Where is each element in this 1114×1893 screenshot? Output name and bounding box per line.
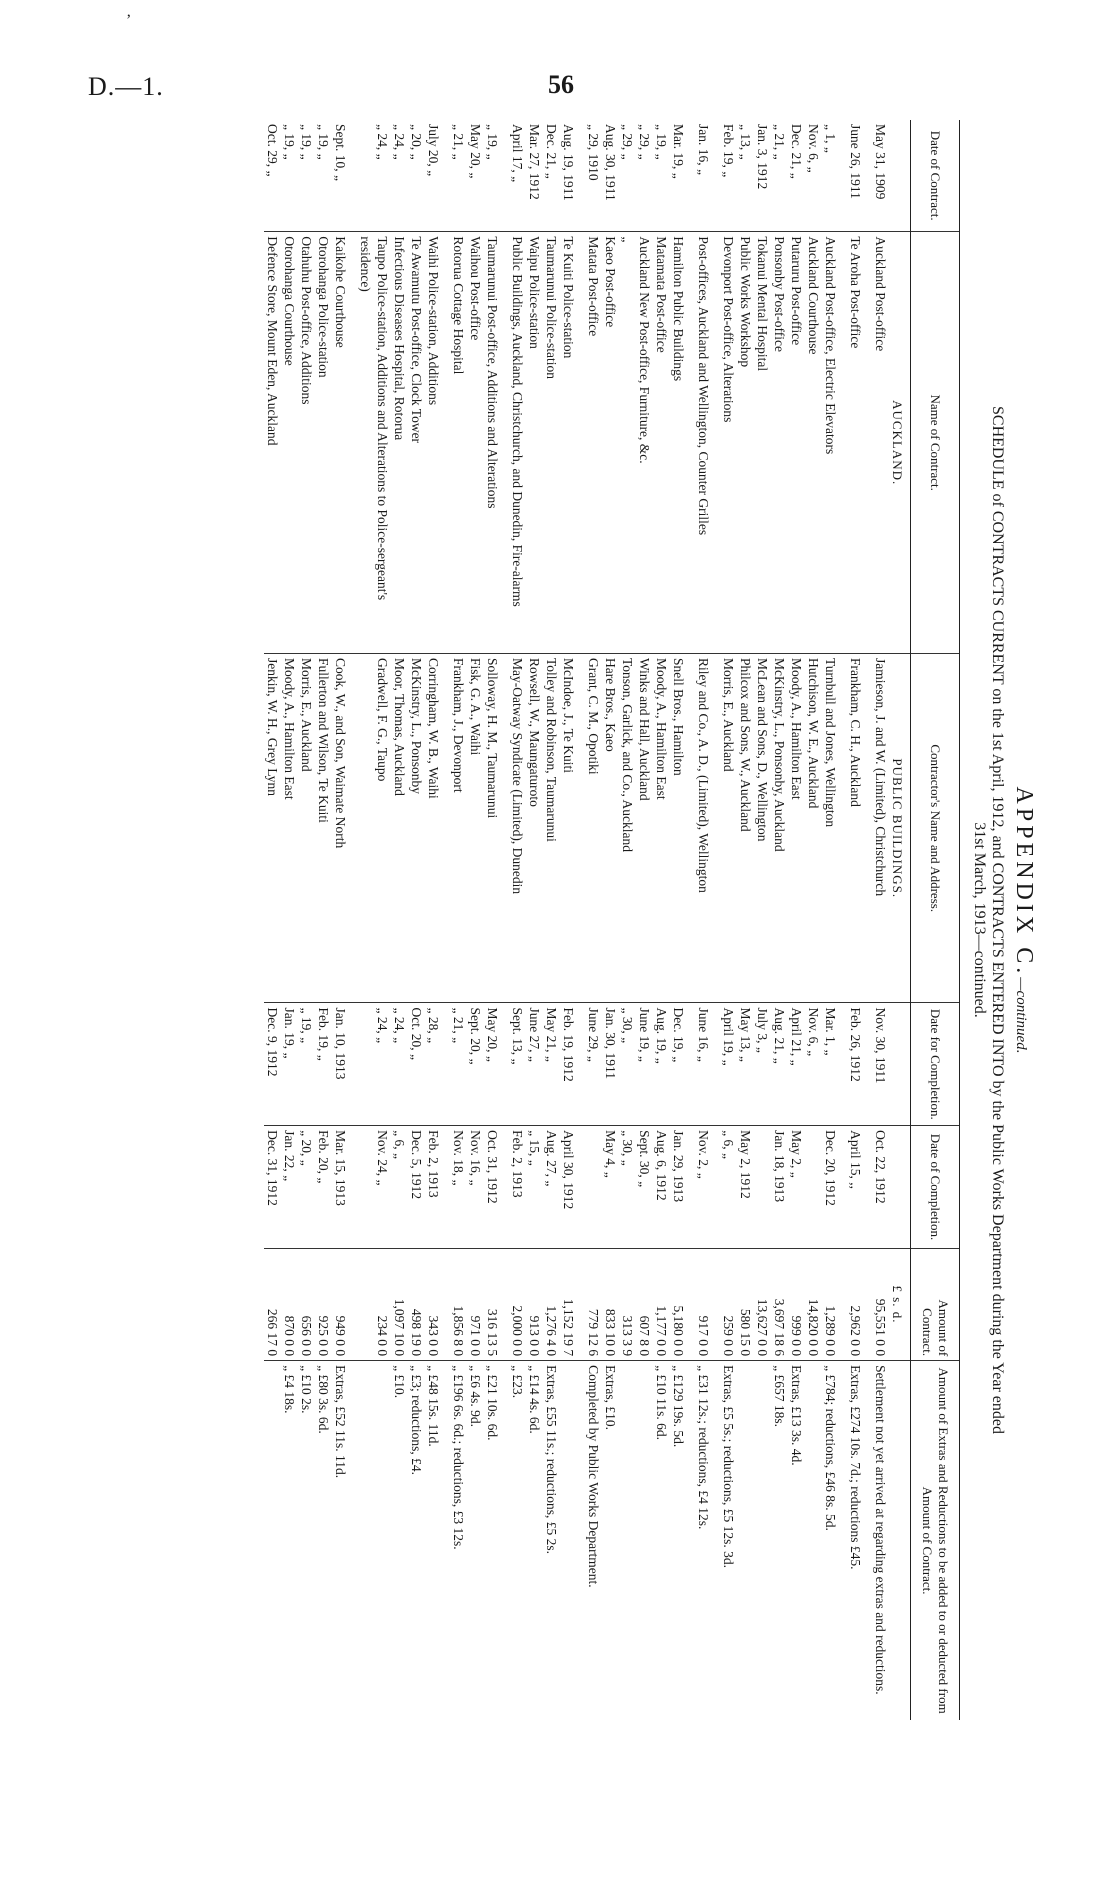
cell-extras [737, 1361, 754, 1720]
cell-date-for: May 21, „ [543, 1003, 560, 1126]
table-row [450, 120, 467, 1720]
cell-date-for: April 19, „ [720, 1003, 737, 1126]
header-row [911, 120, 960, 1720]
cell-date-of: Jan. 18, 1913 [771, 1126, 788, 1249]
cell-date-of: Nov. 18, „ [450, 1126, 467, 1249]
cell-name: Auckland Post-office [872, 232, 889, 654]
cell-date: July 20, „ [426, 124, 441, 177]
table-row [847, 120, 864, 1720]
cell-date-for: June 29, „ [585, 1003, 602, 1126]
table-row [653, 120, 670, 1720]
cell-extras: „ £196 6s. 6d.; reductions, £3 12s. [450, 1361, 467, 1720]
cell-amount: 13,627 0 0 [754, 1248, 771, 1360]
table-row [391, 120, 408, 1720]
cell-date-of: Feb. 20, „ [315, 1126, 332, 1249]
cell-date-of: May 4, „ [602, 1126, 619, 1249]
cell-date-of: Feb. 2, 1913 [509, 1126, 526, 1249]
cell-date-for: „ 24, „ [357, 1003, 391, 1126]
cell-date-of: Dec. 20, 1912 [822, 1126, 839, 1249]
cell-name: Otahuhu Post-office, Additions [298, 232, 315, 654]
table-row [509, 120, 526, 1720]
cell-date-for: June 19, „ [636, 1003, 653, 1126]
cell-amount: 833 10 0 [602, 1248, 619, 1360]
cell-date-for: Jan. 10, 1913 [332, 1003, 349, 1126]
row-gap [839, 120, 847, 1720]
cell-extras: „ £23. [509, 1361, 526, 1720]
cell-extras: „ £784; reductions, £46 8s. 5d. [822, 1361, 839, 1720]
cell-date: „ 29, „ [637, 124, 652, 160]
cell-name: Taumarunui Post-office, Additions and Alterations [484, 232, 501, 654]
cell-date-for: „ 28, „ [425, 1003, 442, 1126]
appendix-title: APPENDIX C. [1011, 786, 1037, 978]
row-gap [687, 120, 695, 1720]
cell-amount: 1,276 4 0 [543, 1248, 560, 1360]
cell-name: Ponsonby Post-office [771, 232, 788, 654]
cell-date-of: Mar. 15, 1913 [332, 1126, 349, 1249]
cell-extras: Extras, £274 10s. 7d.; reductions £45. [847, 1361, 864, 1720]
cell-extras [264, 1361, 281, 1720]
cell-date: „ 19, „ [316, 124, 331, 160]
cell-contractor: Moody, A., Hamilton East [653, 653, 670, 1002]
cell-date-for: Oct. 20, „ [408, 1003, 425, 1126]
cell-contractor: Frankham, J., Devonport [450, 653, 467, 1002]
cell-name: Rotorua Cottage Hospital [450, 232, 467, 654]
cell-name: Waihou Post-office [467, 232, 484, 654]
cell-date-of: Feb. 2, 1913 [425, 1126, 442, 1249]
cell-name: Defence Store, Mount Eden, Auckland [264, 232, 281, 654]
cell-date: „ 29, 1910 [586, 124, 601, 181]
cell-date-of [805, 1126, 822, 1249]
table-row [526, 120, 543, 1720]
cell-date-for: Dec. 9, 1912 [264, 1003, 281, 1126]
cell-date: Aug. 30, 1911 [603, 124, 618, 201]
cell-extras: Extras, £52 11s. 11d. [332, 1361, 349, 1720]
table-row [585, 120, 602, 1720]
currency-header: £ s. d. [889, 1248, 911, 1360]
cell-extras: Extras, £10. [602, 1361, 619, 1720]
table-row [720, 120, 737, 1720]
cell-extras: „ £14 4s. 6d. [526, 1361, 543, 1720]
cell-extras: „ £48 15s. 11d. [425, 1361, 442, 1720]
cell-date-for: April 21, „ [788, 1003, 805, 1126]
cell-date: Nov. 6, „ [806, 124, 821, 173]
cell-contractor: Solloway, H. M., Taumarunui [484, 653, 501, 1002]
cell-date-for: May 13, „ [737, 1003, 754, 1126]
cell-contractor: Grant, C. M., Opotiki [585, 653, 602, 1002]
cell-amount: 14,820 0 0 [805, 1248, 822, 1360]
cell-contractor: Fisk, G. A., Waihi [467, 653, 484, 1002]
cell-contractor: Jamieson, J. and W. (Limited), Christchurch [872, 653, 889, 1002]
table-row [695, 120, 712, 1720]
cell-amount: 1,177 0 0 [653, 1248, 670, 1360]
cell-contractor: Tolley and Robinson, Taumarunui [543, 653, 560, 1002]
cell-date-for: Dec. 19, „ [670, 1003, 687, 1126]
cell-contractor: McLean and Sons, D., Wellington [754, 653, 771, 1002]
cell-date: „ 13, „ [738, 124, 753, 160]
cell-amount: 2,000 0 0 [509, 1248, 526, 1360]
cell-extras: Extras, £55 11s.; reductions, £5 2s. [543, 1361, 560, 1720]
cell-date-for: Sept. 20, „ [467, 1003, 484, 1126]
table-row [636, 120, 653, 1720]
cell-contractor: Fullerton and Wilson, Te Kuiti [315, 653, 332, 1002]
appendix-continued: —continued. [1013, 977, 1029, 1054]
col-date-of-completion: Date of Completion. [911, 1126, 960, 1249]
cell-extras: „ £4 18s. [281, 1361, 298, 1720]
cell-date-of: April 15, ,, [847, 1126, 864, 1249]
row-gap [712, 120, 720, 1720]
cell-date-for: „ 24, „ [391, 1003, 408, 1126]
cell-name: Public Buildings, Auckland, Christchurch, and Dunedin, Fire-alarms [509, 232, 526, 654]
cell-extras: „ £10 2s. [298, 1361, 315, 1720]
cell-amount: 971 0 0 [467, 1248, 484, 1360]
cell-name: Te Aroha Post-office [847, 232, 864, 654]
cell-name: „ [619, 232, 636, 654]
cell-name: Otorohanga Courthouse [281, 232, 298, 654]
cell-name: Te Awamutu Post-office, Clock Tower [408, 232, 425, 654]
cell-contractor: Morris, E., Auckland [720, 653, 737, 1002]
col-amount: Amount of Contract. [911, 1248, 960, 1360]
cell-date-for: „ 21, „ [450, 1003, 467, 1126]
table-row [264, 120, 281, 1720]
cell-contractor: Moor, Thomas, Auckland [391, 653, 408, 1002]
cell-extras: Extras, £13 3s. 4d. [788, 1361, 805, 1720]
cell-name: Waihi Police-station, Additions [425, 232, 442, 654]
cell-date-of [585, 1126, 602, 1249]
cell-amount: 913 0 0 [526, 1248, 543, 1360]
section-row [889, 120, 911, 1720]
table-row [543, 120, 560, 1720]
table-row [737, 120, 754, 1720]
cell-name: Waipu Police-station [526, 232, 543, 654]
cell-name: Otorohanga Police-station [315, 232, 332, 654]
cell-date-of: Nov. 24, „ [357, 1126, 391, 1249]
cell-name: Auckland Post-office, Electric Elevators [822, 232, 839, 654]
cell-contractor: Gradwell, F. G., Taupo [357, 653, 391, 1002]
cell-contractor: McIndoe, J., Te Kuiti [560, 653, 577, 1002]
cell-amount: 656 0 0 [298, 1248, 315, 1360]
cell-amount: 949 0 0 [332, 1248, 349, 1360]
cell-date: „ 20, „ [409, 124, 424, 160]
cell-date-for: Nov. 6, „ [805, 1003, 822, 1126]
cell-contractor: McKinstry, L., Ponsonby, Auckland [771, 653, 788, 1002]
cell-extras: „ £3; reductions, £4. [408, 1361, 425, 1720]
table-row [670, 120, 687, 1720]
cell-name: Tokanui Mental Hospital [754, 232, 771, 654]
col-name-of-contract: Name of Contract. [911, 232, 960, 654]
table-row [619, 120, 636, 1720]
cell-date-of: Jan. 22, „ [281, 1126, 298, 1249]
table-body [264, 120, 911, 1720]
cell-date-of: Aug. 27, „ [543, 1126, 560, 1249]
cell-date: Mar. 27, 1912 [527, 124, 542, 200]
cell-name: Auckland Courthouse [805, 232, 822, 654]
schedule-title: SCHEDULE of CONTRACTS CURRENT on the 1st April, 1912, and CONTRACTS ENTERED INTO by the Public Works Department during the Year ended [989, 406, 1006, 1434]
cell-amount: 266 17 0 [264, 1248, 281, 1360]
page-reference: D.—1. [88, 72, 164, 101]
cell-date-for: Feb. 19, 1912 [560, 1003, 577, 1126]
row-gap [501, 120, 509, 1720]
cell-name: Te Kuiti Police-station [560, 232, 577, 654]
cell-extras: „ £80 3s. 6d. [315, 1361, 332, 1720]
table-row [315, 120, 332, 1720]
cell-date-for: „ 19, „ [298, 1003, 315, 1126]
rotated-schedule [45, 120, 1055, 1720]
row-gap [442, 120, 450, 1720]
cell-date-for: July 3, „ [754, 1003, 771, 1126]
cell-extras: „ £21 10s. 6d. [484, 1361, 501, 1720]
cell-date-of: May 2, 1912 [737, 1126, 754, 1249]
cell-date: Mar. 19, „ [671, 124, 686, 179]
cell-amount: 5,180 0 0 [670, 1248, 687, 1360]
cell-contractor: Moody, A., Hamilton East [788, 653, 805, 1002]
cell-contractor: Philcox and Sons, W., Auckland [737, 653, 754, 1002]
table-row [408, 120, 425, 1720]
cell-amount: 343 0 0 [425, 1248, 442, 1360]
cell-date: June 26, 1911 [848, 124, 863, 199]
cell-date-for: Nov. 30, 1911 [872, 1003, 889, 1126]
cell-extras: „ £31 12s.; reductions, £4 12s. [695, 1361, 712, 1720]
cell-amount: 580 15 0 [737, 1248, 754, 1360]
cell-extras [754, 1361, 771, 1720]
cell-date-of: Sept. 30, „ [636, 1126, 653, 1249]
contracts-table [264, 120, 960, 1720]
cell-date: April 17, „ [510, 124, 525, 183]
cell-date: Sept. 10, „ [333, 124, 348, 181]
cell-date: „ 19, „ [654, 124, 669, 160]
table-row [822, 120, 839, 1720]
cell-contractor: Hare Bros., Kaeo [602, 653, 619, 1002]
cell-date: „ 21, „ [772, 124, 787, 160]
cell-amount: 779 12 6 [585, 1248, 602, 1360]
table-row [357, 120, 391, 1720]
table-row [484, 120, 501, 1720]
cell-date-for: Sept. 13, „ [509, 1003, 526, 1126]
cell-date-for: Jan. 30, 1911 [602, 1003, 619, 1126]
cell-date: „ 19, „ [485, 124, 500, 160]
cell-date: „ 21, „ [451, 124, 466, 160]
cell-name: Public Works Workshop [737, 232, 754, 654]
cell-extras [560, 1361, 577, 1720]
cell-name: Taumarunui Police-station [543, 232, 560, 654]
cell-name: Kaikohe Courthouse [332, 232, 349, 654]
cell-date: „ 19, „ [299, 124, 314, 160]
cell-date: Jan. 16, „ [696, 124, 711, 175]
cell-date-of: „ 6, „ [391, 1126, 408, 1249]
section-public-buildings: PUBLIC BUILDINGS. [889, 653, 911, 1002]
cell-amount: 917 0 0 [695, 1248, 712, 1360]
cell-date: Feb. 19, „ [721, 124, 736, 178]
cell-contractor: Rowsell, W., Maungaturoto [526, 653, 543, 1002]
cell-date-of: „ 20, „ [298, 1126, 315, 1249]
cell-amount: 870 0 0 [281, 1248, 298, 1360]
cell-date-of: April 30, 1912 [560, 1126, 577, 1249]
cell-date-of: Dec. 5, 1912 [408, 1126, 425, 1249]
cell-extras: Completed by Public Works Department. [585, 1361, 602, 1720]
table-row [298, 120, 315, 1720]
cell-name: Hamilton Public Buildings [670, 232, 687, 654]
cell-date: May 31, 1909 [873, 124, 888, 200]
cell-date: Aug. 19, 1911 [561, 124, 576, 201]
cell-extras [636, 1361, 653, 1720]
cell-name: Kaeo Post-office [602, 232, 619, 654]
cell-extras: „ £10 11s. 6d. [653, 1361, 670, 1720]
schedule-title-line2: 31st March, 1913—continued. [971, 822, 988, 1018]
cell-amount: 95,551 0 0 [872, 1248, 889, 1360]
col-date-of-contract: Date of Contract. [911, 120, 960, 232]
page-number: 56 [548, 70, 574, 99]
cell-extras: „ £657 18s. [771, 1361, 788, 1720]
cell-date-of: Nov. 16, „ [467, 1126, 484, 1249]
cell-amount: 259 0 0 [720, 1248, 737, 1360]
table-row [425, 120, 442, 1720]
cell-contractor: Corringham, W. B., Waihi [425, 653, 442, 1002]
cell-amount: 2,962 0 0 [847, 1248, 864, 1360]
cell-date: Oct. 29, „ [265, 124, 280, 177]
cell-name: Taupo Police-station, Additions and Alterations to Police-sergeant's residence) [357, 232, 391, 654]
cell-date-of: Aug. 6, 1912 [653, 1126, 670, 1249]
cell-date-of: „ 6, „ [720, 1126, 737, 1249]
cell-name: Putaruru Post-office [788, 232, 805, 654]
cell-date-of: May 2, „ [788, 1126, 805, 1249]
cell-date-of: Oct. 31, 1912 [484, 1126, 501, 1249]
cell-date: „ 29, „ [620, 124, 635, 160]
col-date-for-completion: Date for Completion. [911, 1003, 960, 1126]
cell-amount: 925 0 0 [315, 1248, 332, 1360]
table-row [467, 120, 484, 1720]
cell-amount: 1,856 8 0 [450, 1248, 467, 1360]
cell-extras [619, 1361, 636, 1720]
table-row [560, 120, 577, 1720]
cell-extras [805, 1361, 822, 1720]
cell-name: Infectious Diseases Hospital, Rotorua [391, 232, 408, 654]
cell-contractor: Cook, W., and Son, Waimate North [332, 653, 349, 1002]
appendix-heading [1010, 120, 1055, 1720]
cell-contractor: Tonson, Garlick, and Co., Auckland [619, 653, 636, 1002]
cell-extras: „ £129 19s. 5d. [670, 1361, 687, 1720]
cell-amount: 234 0 0 [357, 1248, 391, 1360]
cell-name: Matamata Post-office [653, 232, 670, 654]
cell-contractor: Riley and Co., A. D., (Limited), Wellington [695, 653, 712, 1002]
cell-date-of: „ 15, „ [526, 1126, 543, 1249]
cell-date: Jan. 3, 1912 [755, 124, 770, 190]
table-row [788, 120, 805, 1720]
cell-date: „ 24, „ [375, 124, 390, 160]
cell-contractor: Winks and Hall, Auckland [636, 653, 653, 1002]
cell-name: Devonport Post-office, Alterations [720, 232, 737, 654]
cell-contractor: Morris, E., Auckland [298, 653, 315, 1002]
cell-name: Post-offices, Auckland and Wellington, Counter Grilles [695, 232, 712, 654]
cell-amount: 1,152 19 7 [560, 1248, 577, 1360]
cell-contractor: Jenkin, W. H., Grey Lynn [264, 653, 281, 1002]
table-row [771, 120, 788, 1720]
cell-date-for: June 16, „ [695, 1003, 712, 1126]
cell-date: Dec. 21, „ [789, 124, 804, 179]
cell-date-for: Aug. 21, „ [771, 1003, 788, 1126]
cell-date: May 20, „ [468, 124, 483, 179]
cell-date-for: May 20, „ [484, 1003, 501, 1126]
cell-contractor: Frankham, C. H., Auckland [847, 653, 864, 1002]
cell-contractor: Hutchison, W. E., Auckland [805, 653, 822, 1002]
cell-amount: 1,097 10 0 [391, 1248, 408, 1360]
row-gap [864, 120, 872, 1720]
cell-amount: 3,697 18 6 [771, 1248, 788, 1360]
cell-date-for: Feb. 26, 1912 [847, 1003, 864, 1126]
row-gap [349, 120, 357, 1720]
section-auckland: AUCKLAND. [889, 232, 911, 654]
cell-date-of: Nov. 2, „ [695, 1126, 712, 1249]
col-contractor: Contractor's Name and Address. [911, 653, 960, 1002]
cell-amount: 316 13 5 [484, 1248, 501, 1360]
cell-amount: 607 8 0 [636, 1248, 653, 1360]
cell-date-of: Jan. 29, 1913 [670, 1126, 687, 1249]
cell-extras: „ £10. [391, 1361, 408, 1720]
table-row [872, 120, 889, 1720]
cell-date-of: „ 30, „ [619, 1126, 636, 1249]
cell-date-for: Aug. 19, „ [653, 1003, 670, 1126]
cell-amount: 498 19 0 [408, 1248, 425, 1360]
cell-date-for: Mar. 1, „ [822, 1003, 839, 1126]
table-row [805, 120, 822, 1720]
cell-name: Auckland New Post-office, Furniture, &c. [636, 232, 653, 654]
cell-date: Dec. 21, „ [544, 124, 559, 179]
cell-extras [357, 1361, 391, 1720]
col-extras: Amount of Extras and Reductions to be added to or deducted from Amount of Contract. [911, 1361, 960, 1720]
cell-date-for: Jan. 19, „ [281, 1003, 298, 1126]
cell-amount: 313 3 9 [619, 1248, 636, 1360]
cell-extras: Extras, £5 5s.; reductions, £5 12s. 3d. [720, 1361, 737, 1720]
cell-amount: 1,289 0 0 [822, 1248, 839, 1360]
cell-contractor: May-Oatway Syndicate (Limited), Dunedin [509, 653, 526, 1002]
cell-extras: „ £6 4s. 9d. [467, 1361, 484, 1720]
cell-contractor: Snell Bros., Hamilton [670, 653, 687, 1002]
cell-date-of: Dec. 31, 1912 [264, 1126, 281, 1249]
table-row [754, 120, 771, 1720]
cell-date-of [754, 1126, 771, 1249]
row-gap [577, 120, 585, 1720]
margin-mark: ’ [126, 12, 132, 29]
table-row [281, 120, 298, 1720]
cell-amount: 999 0 0 [788, 1248, 805, 1360]
cell-date-of: Oct. 22, 1912 [872, 1126, 889, 1249]
cell-contractor: McKinstry, L., Ponsonby [408, 653, 425, 1002]
table-row [332, 120, 349, 1720]
cell-contractor: Turnbull and Jones, Wellington [822, 653, 839, 1002]
cell-date: „ 24, „ [392, 124, 407, 160]
cell-date: „ 19, „ [282, 124, 297, 160]
cell-date-for: „ 30, „ [619, 1003, 636, 1126]
cell-date: „ 1, „ [823, 124, 838, 153]
cell-contractor: Moody, A., Hamilton East [281, 653, 298, 1002]
table-row [602, 120, 619, 1720]
cell-name: Matata Post-office [585, 232, 602, 654]
cell-extras: Settlement not yet arrived at regarding extras and reductions. [872, 1361, 889, 1720]
cell-date-for: June 27, „ [526, 1003, 543, 1126]
cell-date-for: Feb. 19, „ [315, 1003, 332, 1126]
